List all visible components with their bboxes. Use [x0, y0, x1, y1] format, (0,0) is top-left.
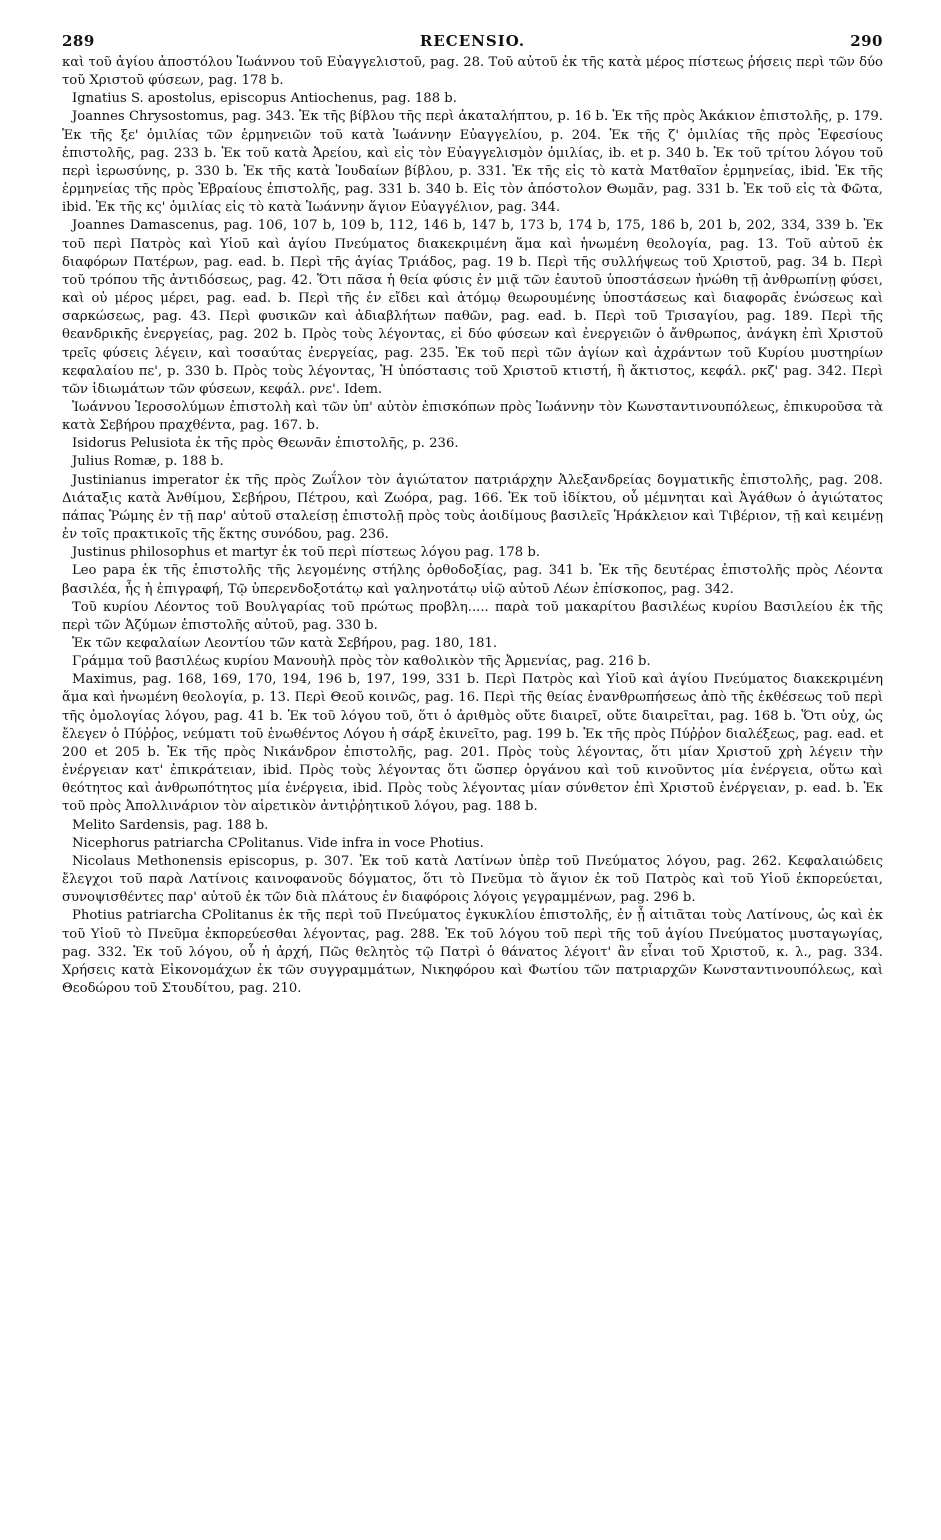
index-entry: Julius Romæ, p. 188 b. — [72, 454, 224, 470]
index-entry: Joannes Chrysostomus, pag. 343. Ἐκ τῆς βίβλου τῆς περὶ ἀκαταλήπτου, p. 16 b. Ἐκ τῆς πρὸς Ἀκάκιον ἐπιστολῆς, p. 179. Ἐκ τῆς ξε' ὁμιλίας τῶν ἑρμηνειῶν τοῦ κατὰ Ἰωάννην Εὐαγγελίου, p. 204. Ἐκ τῆς ζ' ὁμιλίας τῆς πρὸς Ἐφεσίους ἐπιστολῆς, pag. 233 b. Ἐκ τοῦ κατὰ Ἀρείου, καὶ εἰς τὸν Εὐαγγελισμὸν ὁμιλίας, ib. et p. 340 b. Ἐκ τοῦ τρίτου λόγου τοῦ περὶ ἱερωσύνης, p. 330 b. Ἐκ τῆς κατὰ Ἰουδαίων βίβλου, p. 331. Ἐκ τῆς εἰς τὸ κατὰ Ματθαῖον ἑρμηνείας, ibid. Ἐκ τῆς ἑρμηνείας τῆς πρὸς Ἑβραίους ἐπιστολῆς, pag. 331 b. 340 b. Εἰς τὸν ἀπόστολον Θωμᾶν, pag. 331 b. Ἐκ τοῦ εἰς τὰ Φῶτα, ibid. Ἐκ τῆς κς' ὁμιλίας εἰς τὸ κατὰ Ἰωάννην ἅγιον Εὐαγγέλιον, pag. 344. — [62, 109, 883, 216]
index-entry: Joannes Damascenus, pag. 106, 107 b, 109 b, 112, 146 b, 147 b, 173 b, 174 b, 175, 186 b, 201 b, 202, 334, 339 b. Ἐκ τοῦ περὶ Πατρὸς καὶ Υἱοῦ καὶ ἁγίου Πνεύματος διακεκριμένη ἅμα καὶ ἡνωμένη θεολογία, pag. 13. Τοῦ αὐτοῦ ἐκ διαφόρων Πατέρων, pag. ead. b. Περὶ τῆς ἁγίας Τριάδος, pag. 19 b. Περὶ τῆς συλλήψεως τοῦ Χριστοῦ, pag. 34 b. Περὶ τοῦ τρόπου τῆς ἀντιδόσεως, pag. 42. Ὅτι πᾶσα ἡ θεία φύσις ἐν μιᾷ τῶν ἑαυτοῦ ὑποστάσεων ἡνώθη τῇ ἀνθρωπίνῃ φύσει, καὶ οὐ μέρος μέρει, pag. ead. b. Περὶ τῆς ἐν εἴδει καὶ ἀτόμῳ θεωρουμένης ὑποστάσεως καὶ διαφορᾶς ἑνώσεως καὶ σαρκώσεως, pag. 43. Περὶ φυσικῶν καὶ ἀδιαβλήτων παθῶν, pag. ead. b. Περὶ τοῦ Τρισαγίου, pag. 189. Περὶ τῆς θεανδρικῆς ἐνεργείας, pag. 202 b. Πρὸς τοὺς λέγοντας, εἰ δύο φύσεων καὶ ἐνεργειῶν ὁ ἄνθρωπος, ἀνάγκη ἐπὶ Χριστοῦ τρεῖς φύσεις λέγειν, καὶ τοσαύτας ἐνεργείας, pag. 235. Ἐκ τοῦ περὶ τῶν ἁγίων καὶ ἀχράντων τοῦ Κυρίου μυστηρίων κεφαλαίου πε', p. 330 b. Πρὸς τοὺς λέγοντας, Ἡ ὑπόστασις τοῦ Χριστοῦ κτιστή, ἢ ἄκτιστος, κεφάλ. ρκζ' pag. 342. Περὶ τῶν ἰδιωμάτων τῶν φύσεων, κεφάλ. ρνε'. Idem. — [62, 218, 883, 397]
index-entry: Maximus, pag. 168, 169, 170, 194, 196 b, 197, 199, 331 b. Περὶ Πατρὸς καὶ Υἱοῦ καὶ ἁγίου Πνεύματος διακεκριμένη ἅμα καὶ ἡνωμένη θεολογία, p. 13. Περὶ Θεοῦ κοινῶς, pag. 16. Περὶ τῆς θείας ἐνανθρωπήσεως ἀπὸ τῆς ἐκθέσεως τοῦ περὶ τῆς ὁμολογίας λόγου, pag. 41 b. Ἐκ τοῦ λόγου τοῦ, ὅτι ὁ ἀριθμὸς οὔτε διαιρεῖ, οὔτε διαιρεῖται, pag. 168 b. Ὅτι οὐχ, ὡς ἔλεγεν ὁ Πύῤῥος, νεύματι τοῦ ἑνωθέντος Λόγου ἡ σάρξ ἐκινεῖτο, pag. 199 b. Ἐκ τῆς πρὸς Πύῤῥον διαλέξεως, pag. ead. et 200 et 205 b. Ἐκ τῆς πρὸς Νικάνδρον ἐπιστολῆς, pag. 201. Πρὸς τοὺς λέγοντας, ὅτι μίαν Χριστοῦ χρὴ λέγειν τὴν ἐνέργειαν κατ' ἐπικράτειαν, ibid. Πρὸς τοὺς λέγοντας ὅτι ὥσπερ ὀργάνου καὶ τοῦ κινοῦντος μία ἐνέργεια, οὕτω καὶ θεότητος καὶ ἀνθρωπότητος μία ἐνέργεια, ibid. Πρὸς τοὺς λέγοντας μίαν σύνθετον ἐπὶ Χριστοῦ ἐνέργειαν, p. ead. b. Ἐκ τοῦ πρὸς Ἀπολλινάριον τὸν αἱρετικὸν ἀντιῤῥητικοῦ λόγου, pag. 188 b. — [62, 672, 883, 815]
index-entry: Leo papa ἐκ τῆς ἐπιστολῆς τῆς λεγομένης στήλης ὀρθοδοξίας, pag. 341 b. Ἐκ τῆς δευτέρας ἐπιστολῆς πρὸς Λέοντα βασιλέα, ἧς ἡ ἐπιγραφή, Τῷ ὑπερενδοξοτάτῳ καὶ γαληνοτάτῳ υἱῷ αὐτοῦ Λέων ἐπίσκοπος, pag. 342. — [62, 563, 883, 597]
page-number-right: 290 — [850, 32, 883, 50]
index-entry: Justinus philosophus et martyr ἐκ τοῦ περὶ πίστεως λόγου pag. 178 b. — [72, 545, 540, 561]
index-entry: Isidorus Pelusiota ἐκ τῆς πρὸς Θεωνᾶν ἐπιστολῆς, p. 236. — [72, 436, 459, 452]
index-entry: Photius patriarcha CPolitanus ἐκ τῆς περὶ τοῦ Πνεύματος ἐγκυκλίου ἐπιστολῆς, ἐν ᾗ αἰτιᾶται τοὺς Λατίνους, ὡς καὶ ἐκ τοῦ Υἱοῦ τὸ Πνεῦμα ἐκπορεύεσθαι λέγοντας, pag. 288. Ἐκ τοῦ λόγου τοῦ περὶ τῆς τοῦ ἁγίου Πνεύματος μυσταγωγίας, pag. 332. Ἐκ τοῦ λόγου, οὗ ἡ ἀρχή, Πῶς θελητὸς τῷ Πατρὶ ὁ θάνατος λέγοιτ' ἂν εἶναι τοῦ Χριστοῦ, κ. λ., pag. 334. Χρήσεις κατὰ Εἰκονομάχων ἐκ τῶν συγγραμμάτων, Νικηφόρου καὶ Φωτίου τῶν πατριαρχῶν Κωνσταντινουπόλεως, καὶ Θεοδώρου τοῦ Στουδίτου, pag. 210. — [62, 908, 883, 996]
index-entry: Nicolaus Methonensis episcopus, p. 307. Ἐκ τοῦ κατὰ Λατίνων ὑπὲρ τοῦ Πνεύματος λόγου, pag. 262. Κεφαλαιώδεις ἔλεγχοι τοῦ παρὰ Λατίνοις καινοφανοῦς δόγματος, ὅτι τὸ Πνεῦμα τὸ ἅγιον ἐκ τοῦ Πατρὸς καὶ τοῦ Υἱοῦ ἐκπορεύεται, συνοψισθέντες παρ' αὐτοῦ ἐκ τῶν διὰ πλάτους ἐν διαφόροις λόγοις γεγραμμένων, pag. 296 b. — [62, 853, 883, 906]
page-header — [62, 32, 883, 50]
index-entry: Melito Sardensis, pag. 188 b. — [72, 817, 269, 833]
index-entry: Τοῦ κυρίου Λέοντος τοῦ Βουλγαρίας τοῦ πρώτως προβλη..... παρὰ τοῦ μακαρίτου βασιλέως κυρίου Βασιλείου ἐκ τῆς περὶ τῶν Ἀζύμων ἐπιστολῆς αὐτοῦ, pag. 330 b. — [62, 599, 883, 633]
running-head: RECENSIO. — [419, 32, 526, 50]
page-number-left: 289 — [62, 32, 95, 50]
index-entry: Justinianus imperator ἐκ τῆς πρὸς Ζωΐλον τὸν ἁγιώτατον πατριάρχην Ἀλεξανδρείας δογματικῆς ἐπιστολῆς, pag. 208. Διάταξις κατὰ Ἀνθίμου, Σεβήρου, Πέτρου, καὶ Ζωόρα, pag. 166. Ἐκ τοῦ ἰδίκτου, οὗ μέμνηται καὶ Ἀγάθων ὁ ἁγιώτατος πάπας Ῥώμης ἐν τῇ παρ' αὐτοῦ σταλείσῃ ἐπιστολῇ πρὸς τοὺς ἀοιδίμους βασιλεῖς Ἡράκλειον καὶ Τιβέριον, τῇ καὶ κειμένῃ ἐν τοῖς πρακτικοῖς τῆς ἕκτης συνόδου, pag. 236. — [62, 472, 883, 543]
index-entry: Ἰωάννου Ἱεροσολύμων ἐπιστολὴ καὶ τῶν ὑπ' αὐτὸν ἐπισκόπων πρὸς Ἰωάννην τὸν Κωνσταντινουπόλεως, ἐπικυροῦσα τὰ κατὰ Σεβήρου πραχθέντα, pag. 167. b. — [62, 399, 883, 434]
index-entry: Ignatius S. apostolus, episcopus Antiochenus, pag. 188 b. — [72, 91, 457, 107]
index-entry: Γράμμα τοῦ βασιλέως κυρίου Μανουὴλ πρὸς τὸν καθολικὸν τῆς Ἀρμενίας, pag. 216 b. — [72, 654, 651, 670]
index-entry: Nicephorus patriarcha CPolitanus. Vide infra in voce Photius. — [72, 835, 484, 851]
index-entries — [62, 54, 883, 998]
index-entry: καὶ τοῦ ἁγίου ἀποστόλου Ἰωάννου τοῦ Εὐαγγελιστοῦ, pag. 28. Τοῦ αὐτοῦ ἐκ τῆς κατὰ μέρος πίστεως ῥήσεις περὶ τῶν δύο τοῦ Χριστοῦ φύσεων, pag. 178 b. — [62, 55, 883, 89]
index-entry: Ἐκ τῶν κεφαλαίων Λεοντίου τῶν κατὰ Σεβήρου, pag. 180, 181. — [72, 636, 498, 651]
